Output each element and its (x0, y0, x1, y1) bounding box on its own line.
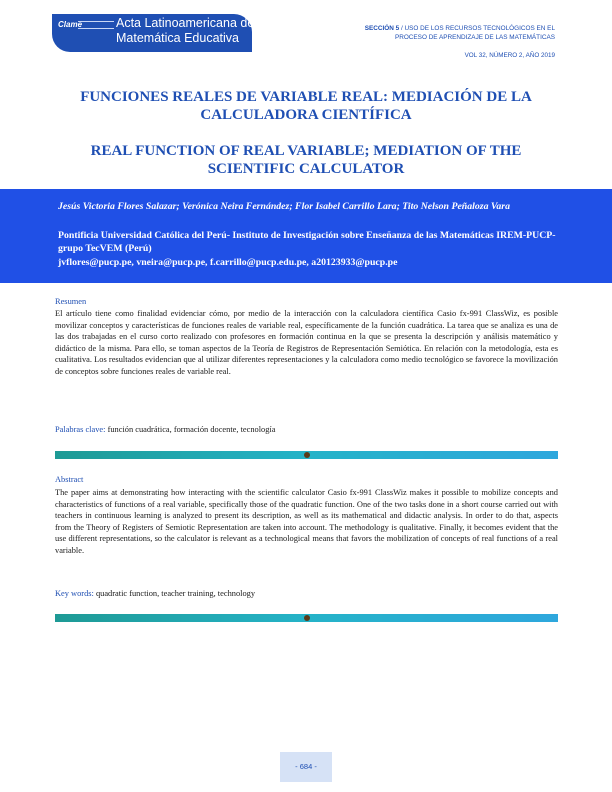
logo-clame-text: Clame (58, 20, 83, 29)
section-text: / USO DE LOS RECURSOS TECNOLÓGICOS EN EL PROCESO DE APRENDIZAJE DE LAS MATEMÁTICAS (394, 25, 555, 41)
separator-dot (304, 615, 310, 621)
page-number: - 684 - (280, 752, 332, 782)
logo-decoration (78, 21, 114, 29)
journal-logo (52, 14, 255, 52)
palabras-clave-label: Palabras clave: (55, 425, 106, 434)
palabras-clave-text: función cuadrática, formación docente, tecnología (105, 425, 276, 434)
journal-title-line1: Acta Latinoamericana de (116, 16, 255, 30)
section-info (335, 24, 555, 42)
abstract-text: The paper aims at demonstrating how interacting with the scientific calculator Casio fx-991 ClassWiz makes it possible to mobilize concepts and characteristics of functions of a real variable, specifically those of the quadratic function. One of the two tasks done in a short course carried out with teachers in continuous learning is analyzed to present its description, as well as its mathematical and didactic analysis. In order to do that, aspects from the Theory of Registers of Semiotic Representation are taken into account. The methodology is qualitative. Finally, it becomes evident that the use different representations, so the calculator is relevant as a technological means that favors the mobilization of concepts of real functions of a real variable. (55, 488, 558, 555)
title-english: REAL FUNCTION OF REAL VARIABLE; MEDIATION OF THE SCIENTIFIC CALCULATOR (90, 143, 522, 177)
resumen-text: El artículo tiene como finalidad evidenciar cómo, por medio de la interacción con la calculadora científica Casio fx-991 ClassWiz, es posible movilizar conceptos y características de funciones reales de variable real, específicamente de la función cuadrática. La tarea que se analiza es una de las dos trabajadas en el curso corto realizado con profesores en formación continua en la que se presenta la descripción y análisis matemático y didáctico de la misma. Para ello, se toman aspectos de la Teoría de Registros de Representación Semiótica. En relación con la metodología, esta es cualitativa. Los resultados evidencian que al utilizar diferentes representaciones y la calculadora como medio tecnológico se favorece la movilización de conceptos sobre funciones reales de variable real. (55, 309, 558, 376)
author-emails: jvflores@pucp.pe, vneira@pucp.pe, f.carrillo@pucp.edu.pe, a20123933@pucp.pe (58, 257, 398, 268)
key-words-text: quadratic function, teacher training, technology (93, 589, 256, 598)
section-label: SECCIÓN 5 (364, 25, 400, 32)
volume-info: VOL 32, NÚMERO 2, AÑO 2019 (464, 52, 555, 59)
authors: Jesús Victoria Flores Salazar; Verónica Neira Fernández; Flor Isabel Carrillo Lara; Tito Nelson Peñaloza Vara (58, 201, 510, 212)
separator-dot (304, 452, 310, 458)
affiliation: Pontificia Universidad Católica del Perú- Instituto de Investigación sobre Enseñanza de las Matemáticas IREM-PUCP-grupo TecVEM (Perú) (58, 230, 556, 254)
palabras-clave (55, 425, 275, 434)
key-words (55, 589, 255, 598)
section-separator (55, 451, 558, 459)
section-separator (55, 614, 558, 622)
abstract-heading: Abstract (55, 475, 84, 484)
title-spanish: FUNCIONES REALES DE VARIABLE REAL: MEDIACIÓN DE LA CALCULADORA CIENTÍFICA (80, 89, 532, 123)
resumen-heading: Resumen (55, 297, 87, 306)
journal-title-line2: Matemática Educativa (116, 31, 239, 45)
key-words-label: Key words: (55, 589, 94, 598)
